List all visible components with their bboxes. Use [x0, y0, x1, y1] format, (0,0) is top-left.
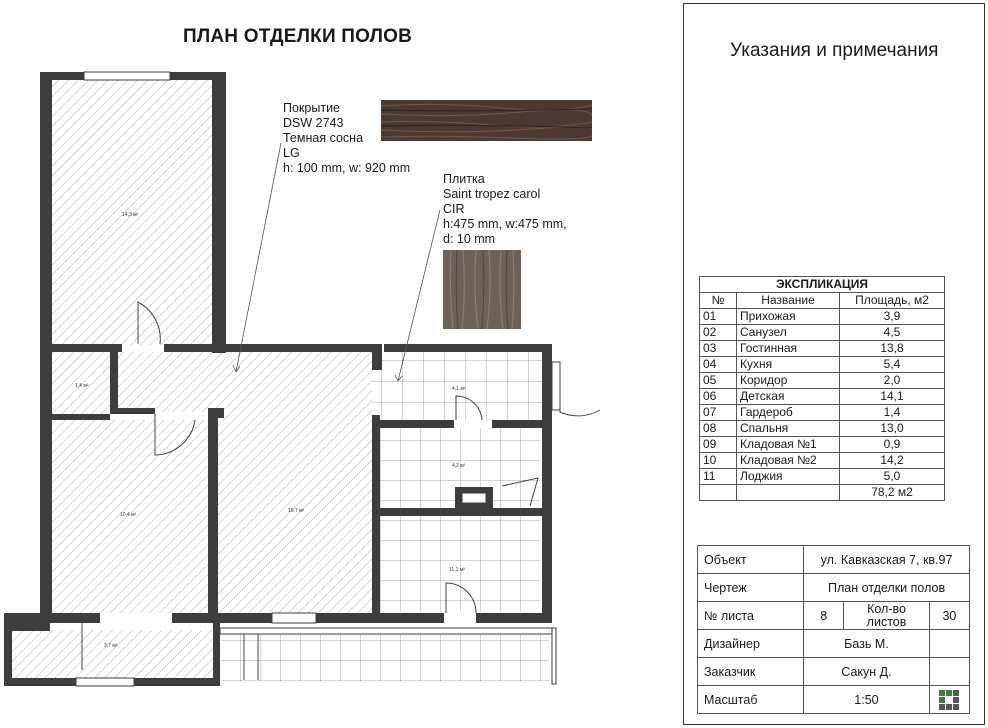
explication-caption: ЭКСПЛИКАЦИЯ: [700, 277, 945, 293]
room-area-label: 4,2 м²: [452, 463, 466, 469]
cell: 11: [700, 469, 737, 485]
explication-table: [699, 276, 945, 501]
logo-cell: [929, 686, 969, 714]
cell: 2,0: [840, 373, 945, 389]
cell: Кладовая №2: [737, 453, 840, 469]
title-block: [697, 545, 970, 714]
table-row: [700, 389, 945, 405]
cell: Кухня: [737, 357, 840, 373]
table-row: [700, 309, 945, 325]
note-line: Покрытие: [283, 101, 341, 115]
cell: 1,4: [840, 405, 945, 421]
column-header: Площадь, м2: [840, 293, 945, 309]
notes-title: Указания и примечания: [730, 40, 939, 61]
cell: 13,0: [840, 421, 945, 437]
note-line: Темная сосна: [283, 131, 364, 145]
cell: 04: [700, 357, 737, 373]
room-area-label: 15,7 м²: [288, 508, 305, 514]
material-note-tile: [443, 172, 567, 247]
table-header-row: [700, 293, 945, 309]
total-area: 78,2 м2: [840, 485, 945, 501]
sheet-label: № листа: [698, 602, 804, 630]
cell: 09: [700, 437, 737, 453]
note-line: LG: [283, 146, 300, 160]
note-line: h: 100 mm, w: 920 mm: [283, 161, 411, 175]
cell: 14,2: [840, 453, 945, 469]
table-row: [700, 405, 945, 421]
customer-label: Заказчик: [698, 658, 804, 686]
room-area-label: 4,1 м²: [452, 386, 466, 392]
sheets-count-label: Кол-во листов: [844, 602, 930, 630]
cell: 14,1: [840, 389, 945, 405]
cell: 5,4: [840, 357, 945, 373]
cell: 10: [700, 453, 737, 469]
cell: 07: [700, 405, 737, 421]
table-row: [700, 357, 945, 373]
table-row: [700, 453, 945, 469]
cell: Гардероб: [737, 405, 840, 421]
scale-label: Масштаб: [698, 686, 804, 714]
cell: 3,9: [840, 309, 945, 325]
designer-label: Дизайнер: [698, 630, 804, 658]
column-header: Название: [737, 293, 840, 309]
column-header: №: [700, 293, 737, 309]
cell: Прихожая: [737, 309, 840, 325]
cell: 02: [700, 325, 737, 341]
drawing-value: План отделки полов: [804, 574, 970, 602]
cell: 01: [700, 309, 737, 325]
cell: Гостинная: [737, 341, 840, 357]
page-title: ПЛАН ОТДЕЛКИ ПОЛОВ: [183, 26, 413, 47]
note-line: Saint tropez carol: [443, 187, 541, 201]
note-line: d: 10 mm: [443, 232, 496, 246]
room-area-label: 14,3 м²: [122, 212, 139, 218]
table-row: [700, 373, 945, 389]
scale-value: 1:50: [804, 686, 930, 714]
sheets-count-value: 30: [929, 602, 969, 630]
tile-swatch: [443, 250, 521, 329]
note-line: CIR: [443, 202, 465, 216]
room-area-label: 1,4 м²: [75, 383, 89, 389]
table-row: [700, 325, 945, 341]
cell: 03: [700, 341, 737, 357]
customer-value: Сакун Д.: [804, 658, 930, 686]
table-row: [700, 469, 945, 485]
cell: 0,9: [840, 437, 945, 453]
cell: 05: [700, 373, 737, 389]
designer-value: Базь М.: [804, 630, 930, 658]
cell: 06: [700, 389, 737, 405]
room-area-label: 10,4 м²: [120, 512, 137, 518]
laminate-swatch: [381, 100, 592, 141]
company-logo-icon: [938, 689, 960, 711]
cell: 08: [700, 421, 737, 437]
cell: 5,0: [840, 469, 945, 485]
total-row: [700, 485, 945, 501]
drawing-label: Чертеж: [698, 574, 804, 602]
cell: Спальня: [737, 421, 840, 437]
table-row: [700, 421, 945, 437]
note-line: h:475 mm, w:475 mm,: [443, 217, 567, 231]
room-area-label: 3,7 м²: [104, 643, 118, 649]
cell: Санузел: [737, 325, 840, 341]
object-value: ул. Кавказская 7, кв.97: [804, 546, 970, 574]
cell: 13,8: [840, 341, 945, 357]
table-row: [700, 341, 945, 357]
cell: Лоджия: [737, 469, 840, 485]
cell: 4,5: [840, 325, 945, 341]
room-area-label: 11,1 м²: [449, 567, 465, 573]
cell: Кладовая №1: [737, 437, 840, 453]
cell: Детская: [737, 389, 840, 405]
cell: Коридор: [737, 373, 840, 389]
note-line: DSW 2743: [283, 116, 344, 130]
table-row: [700, 437, 945, 453]
sheet-value: 8: [804, 602, 844, 630]
note-line: Плитка: [443, 172, 485, 186]
object-label: Объект: [698, 546, 804, 574]
